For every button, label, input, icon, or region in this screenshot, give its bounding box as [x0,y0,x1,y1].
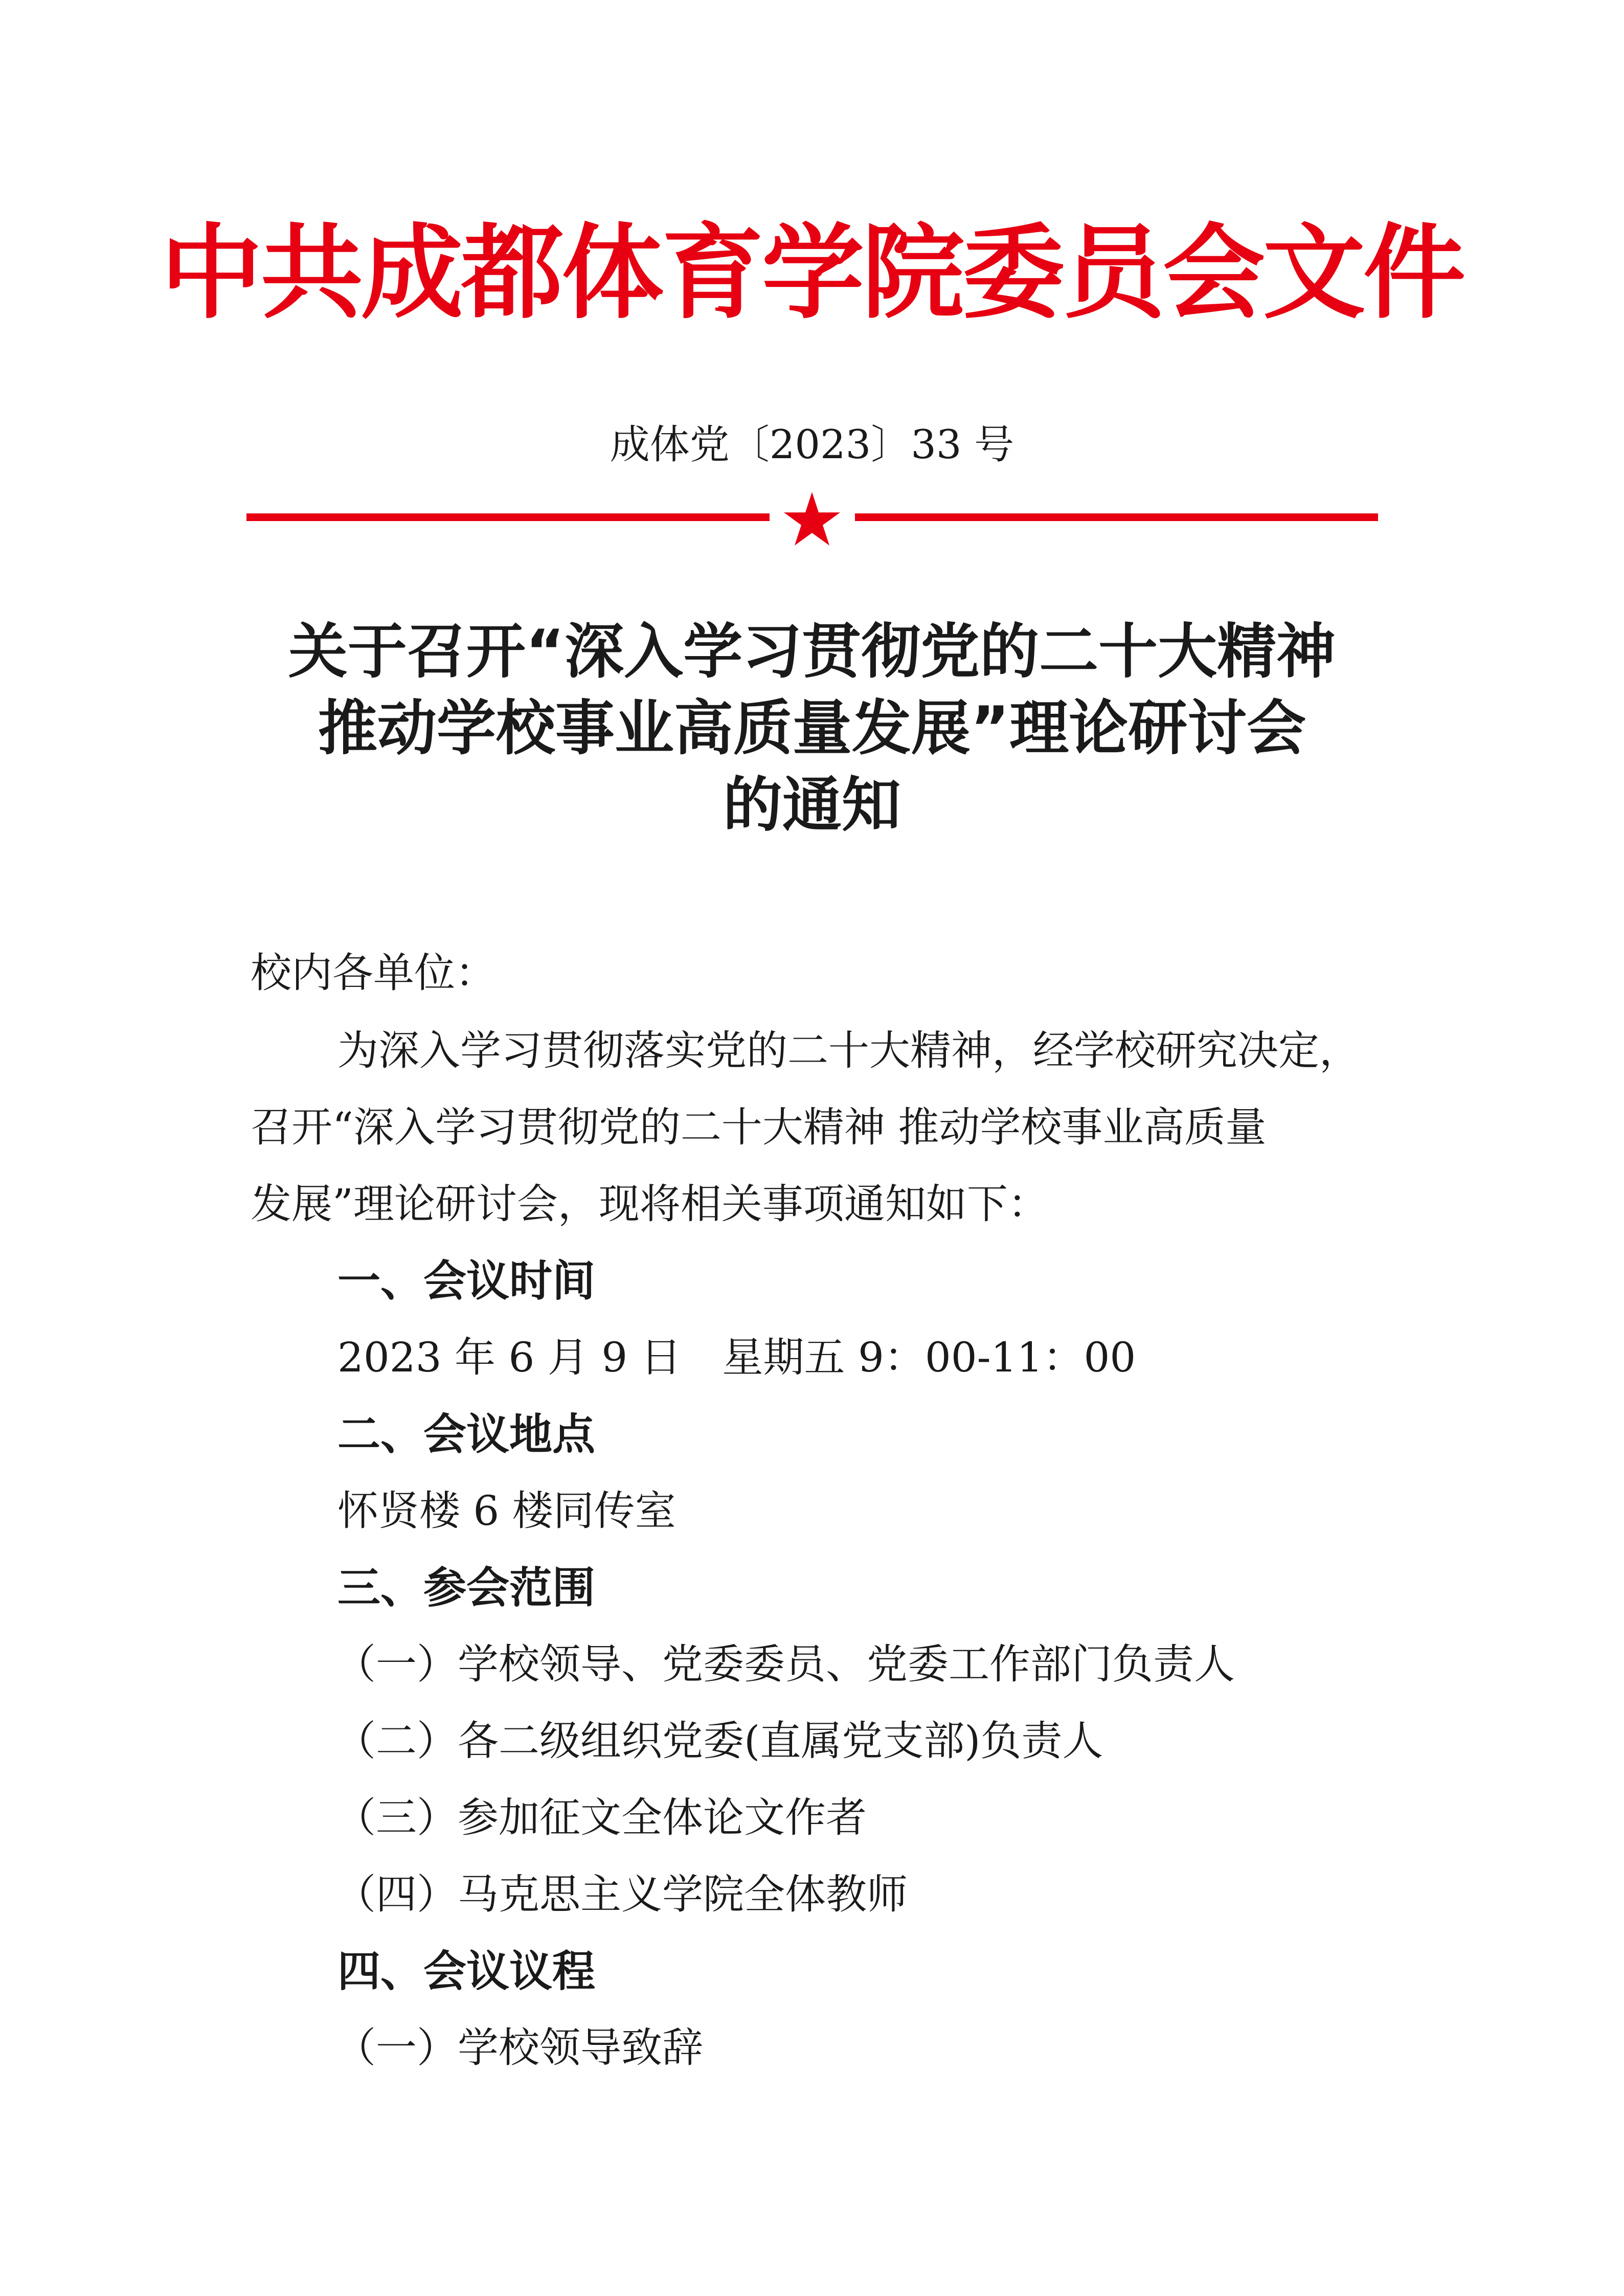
red-divider-right [855,513,1378,521]
agenda-item: （一）学校领导致辞 [335,2024,703,2072]
section-heading-scope: 三、参会范围 [337,1563,596,1613]
star-icon [784,492,840,546]
intro-paragraph-line: 发展”理论研讨会，现将相关事项通知如下： [251,1180,1049,1228]
notice-title-line: 关于召开“深入学习贯彻党的二十大精神 [288,617,1336,686]
scope-item: （四）马克思主义学院全体教师 [335,1871,908,1918]
meeting-time: 2023 年 6 月 9 日 星期五 9：00-11：00 [337,1334,1136,1381]
scope-item: （三）参加征文全体论文作者 [335,1794,867,1841]
notice-title [0,614,1624,844]
salutation: 校内各单位： [251,949,496,997]
section-heading-time: 一、会议时间 [337,1256,596,1306]
document-masthead: 中共成都体育学院委员会文件 [160,214,1463,333]
meeting-place: 怀贤楼 6 楼同传室 [337,1487,676,1535]
scope-item: （二）各二级组织党委(直属党支部)负责人 [335,1717,1103,1765]
document-number: 成体党〔2023〕33 号 [610,422,1014,468]
intro-paragraph-line: 为深入学习贯彻落实党的二十大精神，经学校研究决定， [337,1027,1360,1074]
scope-item: （一）学校领导、党委委员、党委工作部门负责人 [335,1640,1235,1688]
notice-title-line: 推动学校事业高质量发展”理论研讨会 [318,694,1306,763]
red-divider-left [246,513,770,521]
section-heading-place: 二、会议地点 [337,1409,596,1459]
section-heading-agenda: 四、会议议程 [337,1946,596,1996]
notice-title-line: 的通知 [723,771,901,840]
intro-paragraph-line: 召开“深入学习贯彻党的二十大精神 推动学校事业高质量 [251,1104,1267,1151]
